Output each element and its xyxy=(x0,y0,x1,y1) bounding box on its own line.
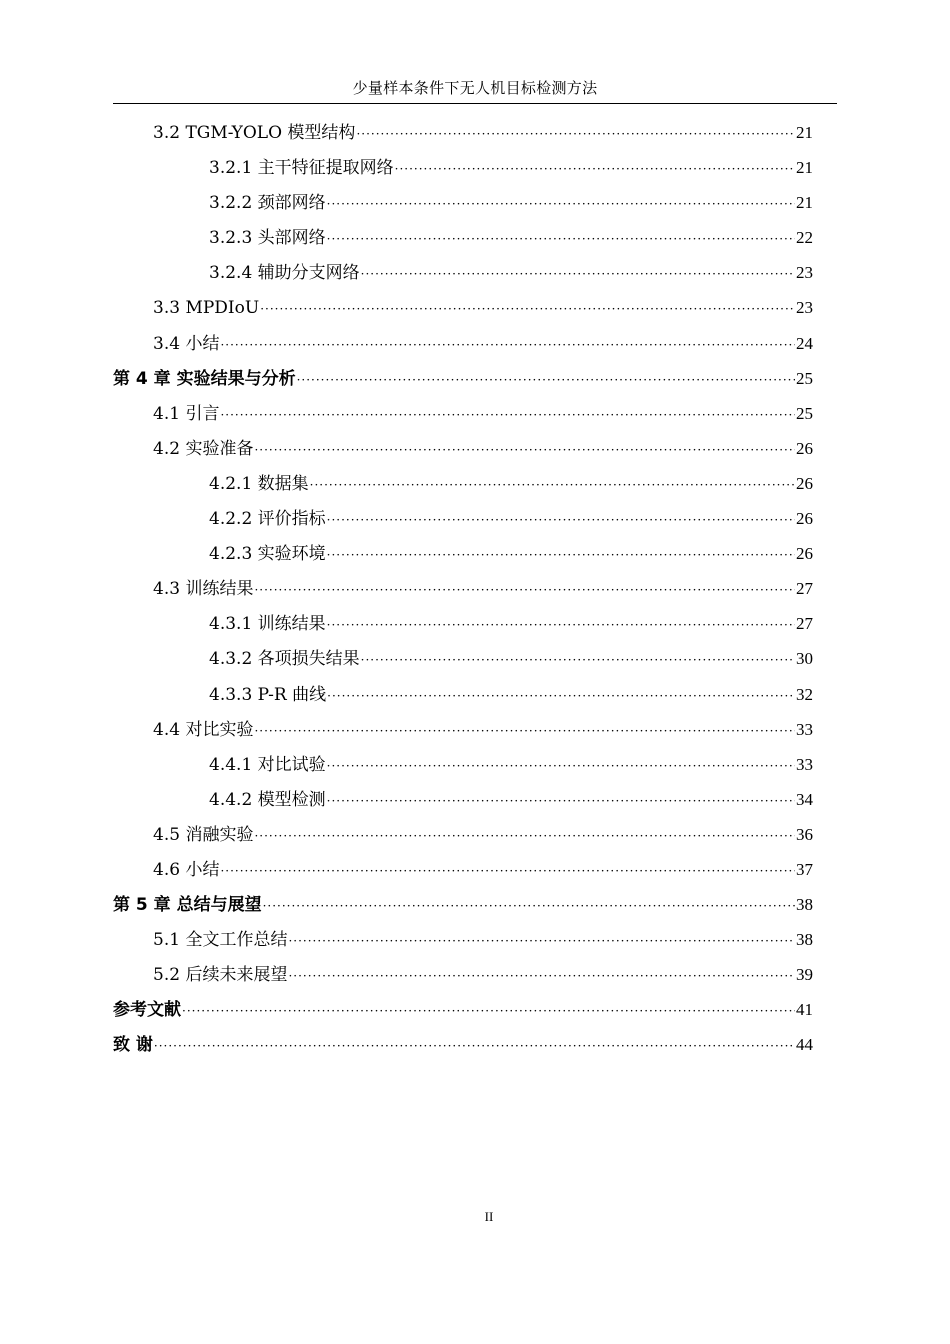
toc-leader-dots xyxy=(327,784,795,819)
toc-entry[interactable] xyxy=(113,852,813,887)
toc-leader-dots xyxy=(182,994,795,1029)
toc-entry-page: 26 xyxy=(796,438,813,458)
toc-entry-page: 26 xyxy=(796,473,813,493)
toc-entry-page: 38 xyxy=(796,895,813,915)
toc-entry-page: 21 xyxy=(796,158,813,178)
toc-leader-dots xyxy=(327,679,795,714)
toc-entry-page: 33 xyxy=(796,719,813,739)
toc-leader-dots xyxy=(220,398,795,433)
toc-entry-page: 24 xyxy=(796,333,813,353)
toc-entry-title: 4.2.2 评价指标 xyxy=(209,509,326,530)
toc-entry[interactable] xyxy=(113,501,813,536)
toc-entry-title: 4.3.3 P-R 曲线 xyxy=(209,684,327,705)
toc-entry[interactable] xyxy=(113,150,813,185)
toc-entry-title: 5.1 全文工作总结 xyxy=(153,930,288,951)
toc-entry[interactable] xyxy=(113,536,813,571)
toc-entry-title: 4.6 小结 xyxy=(153,859,220,880)
toc-entry-page: 38 xyxy=(796,930,813,950)
toc-entry-title: 4.3.2 各项损失结果 xyxy=(209,649,360,670)
toc-entry-page: 36 xyxy=(796,824,813,844)
toc-entry-title: 致 谢 xyxy=(113,1035,153,1056)
toc-leader-dots xyxy=(254,819,795,854)
toc-entry-page: 33 xyxy=(796,754,813,774)
toc-entry-title: 3.3 MPDIoU xyxy=(153,298,260,319)
toc-leader-dots xyxy=(327,187,795,222)
toc-entry[interactable] xyxy=(113,887,813,922)
toc-leader-dots xyxy=(297,363,795,398)
toc-leader-dots xyxy=(361,643,795,678)
toc-entry-title: 3.2.1 主干特征提取网络 xyxy=(209,158,394,179)
toc-entry-title: 4.2.1 数据集 xyxy=(209,473,309,494)
toc-entry-title: 3.4 小结 xyxy=(153,333,220,354)
toc-entry-title: 5.2 后续未来展望 xyxy=(153,965,288,986)
toc-entry-page: 23 xyxy=(796,263,813,283)
toc-entry-title: 4.1 引言 xyxy=(153,403,220,424)
toc-entry[interactable] xyxy=(113,677,813,712)
toc-entry[interactable] xyxy=(113,782,813,817)
toc-entry-page: 25 xyxy=(796,403,813,423)
toc-leader-dots xyxy=(288,924,795,959)
toc-entry[interactable] xyxy=(113,290,813,325)
toc-entry-title: 第 4 章 实验结果与分析 xyxy=(113,368,296,389)
header-rule xyxy=(113,103,837,104)
toc-entry[interactable] xyxy=(113,185,813,220)
running-header: 少量样本条件下无人机目标检测方法 xyxy=(352,79,598,97)
toc-leader-dots xyxy=(327,222,795,257)
toc-leader-dots xyxy=(254,433,795,468)
toc-entry-title: 4.2 实验准备 xyxy=(153,438,254,459)
toc-entry-title: 4.4 对比实验 xyxy=(153,719,254,740)
toc-entry-page: 34 xyxy=(796,789,813,809)
toc-entry[interactable] xyxy=(113,115,813,150)
toc-entry-title: 4.3.1 训练结果 xyxy=(209,614,326,635)
toc-entry-page: 23 xyxy=(796,298,813,318)
toc-entry-page: 21 xyxy=(796,123,813,142)
toc-entry-title: 3.2.2 颈部网络 xyxy=(209,193,326,214)
toc-leader-dots xyxy=(260,292,795,327)
toc-leader-dots xyxy=(327,538,795,573)
toc-leader-dots xyxy=(154,1029,795,1064)
toc-entry-page: 39 xyxy=(796,965,813,985)
toc-entry-title: 4.3 训练结果 xyxy=(153,579,254,600)
toc-entry-page: 30 xyxy=(796,649,813,669)
toc-entry-title: 3.2 TGM-YOLO 模型结构 xyxy=(153,123,356,143)
toc-entry-title: 3.2.3 头部网络 xyxy=(209,228,326,249)
toc-entry[interactable] xyxy=(113,396,813,431)
toc-entry-page: 27 xyxy=(796,579,813,599)
toc-entry[interactable] xyxy=(113,817,813,852)
toc-entry-title: 4.5 消融实验 xyxy=(153,824,254,845)
toc-entry[interactable] xyxy=(113,431,813,466)
toc-leader-dots xyxy=(254,573,795,608)
toc-entry-page: 21 xyxy=(796,193,813,213)
toc-entry-title: 第 5 章 总结与展望 xyxy=(113,895,262,916)
toc-entry[interactable] xyxy=(113,326,813,361)
toc-leader-dots xyxy=(327,749,795,784)
toc-entry-page: 37 xyxy=(796,859,813,879)
toc-entry[interactable] xyxy=(113,466,813,501)
toc-leader-dots xyxy=(327,503,795,538)
toc-entry[interactable] xyxy=(113,1027,813,1062)
toc-entry-page: 22 xyxy=(796,228,813,248)
toc-entry[interactable] xyxy=(113,957,813,992)
toc-leader-dots xyxy=(254,714,795,749)
page-number: II xyxy=(484,1209,494,1224)
toc-entry-page: 44 xyxy=(796,1035,813,1055)
toc-entry[interactable] xyxy=(113,747,813,782)
toc-entry-title: 参考文献 xyxy=(113,1000,181,1021)
toc-entry[interactable] xyxy=(113,255,813,290)
toc-entry-title: 4.4.1 对比试验 xyxy=(209,754,326,775)
toc-entry-title: 3.2.4 辅助分支网络 xyxy=(209,263,360,284)
toc-entry[interactable] xyxy=(113,992,813,1027)
toc-entry[interactable] xyxy=(113,571,813,606)
table-of-contents xyxy=(113,115,813,1063)
toc-entry[interactable] xyxy=(113,220,813,255)
toc-entry[interactable] xyxy=(113,922,813,957)
toc-leader-dots xyxy=(288,959,795,994)
toc-entry-page: 32 xyxy=(796,684,813,704)
toc-leader-dots xyxy=(361,257,795,292)
toc-entry-page: 41 xyxy=(796,1000,813,1020)
toc-leader-dots xyxy=(395,152,795,187)
toc-entry[interactable] xyxy=(113,712,813,747)
toc-entry-page: 25 xyxy=(796,368,813,388)
toc-leader-dots xyxy=(310,468,795,503)
toc-leader-dots xyxy=(220,328,795,363)
toc-leader-dots xyxy=(263,889,795,924)
toc-entry-page: 27 xyxy=(796,614,813,634)
toc-leader-dots xyxy=(356,117,795,152)
toc-entry[interactable] xyxy=(113,641,813,676)
toc-entry-title: 4.4.2 模型检测 xyxy=(209,789,326,810)
toc-entry[interactable] xyxy=(113,606,813,641)
toc-leader-dots xyxy=(327,608,795,643)
toc-leader-dots xyxy=(220,854,795,889)
toc-entry-page: 26 xyxy=(796,544,813,564)
toc-entry-page: 26 xyxy=(796,509,813,529)
toc-entry[interactable] xyxy=(113,361,813,396)
toc-entry-title: 4.2.3 实验环境 xyxy=(209,544,326,565)
